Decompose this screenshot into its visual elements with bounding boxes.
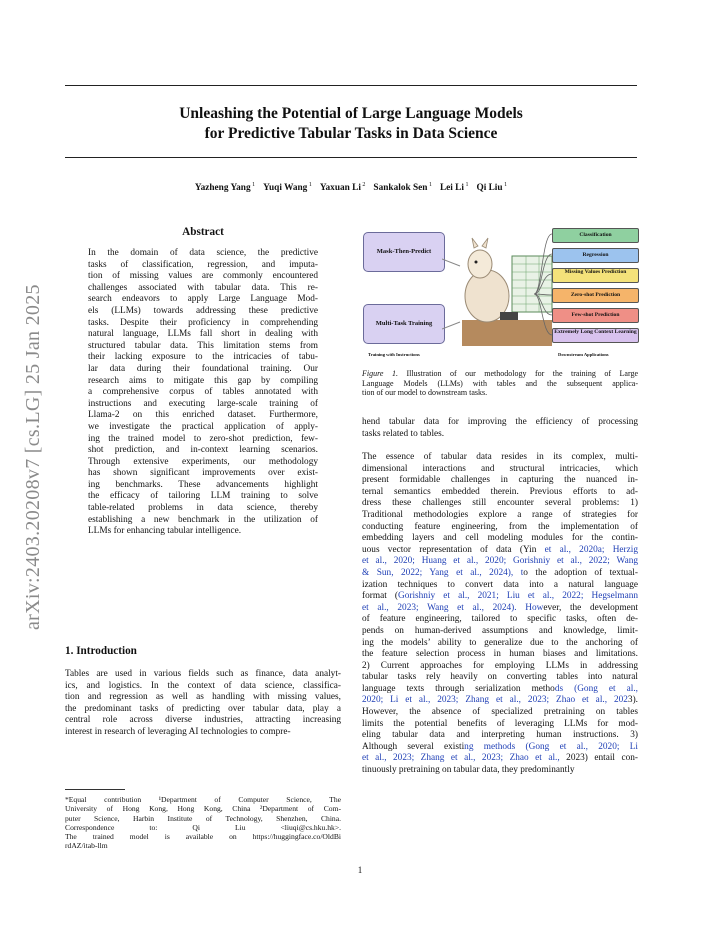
intro-line: ics, and logistics. In the context of data science, classifica-: [65, 680, 341, 691]
intro-line: interest in research of leveraging AI technologies to compre-: [65, 726, 291, 737]
body-line: present formidable challenges in capturing the nuanced in-: [362, 475, 638, 486]
abstract-line: the efficacy of tailoring LLM training to solve: [88, 491, 318, 502]
footnote-affiliations: [65, 795, 341, 832]
author-name: Sankalok Sen: [373, 183, 428, 194]
caption-label: Figure 1.: [362, 369, 398, 378]
caption-line-3: tion of our model to downstream tasks.: [362, 388, 488, 398]
body-line: & Sun, 2022; Yang et al., 2024), to the adoption of textual-: [362, 567, 638, 578]
figure-1: [362, 224, 638, 364]
body-line: 2) Current approaches for employing LLMs in addressing: [362, 660, 638, 671]
footnote-line: puter Science, Harbin Institute of Technology, Shenzhen, China.: [65, 813, 341, 823]
body-line: 2020; Li et al., 2023; Zhang et al., 2023; Zhao et al., 2023).: [362, 695, 638, 706]
intro-line: central role across diverse industries, attracting increasing: [65, 715, 341, 726]
citation[interactable]: ds (Gong et al.,: [554, 683, 638, 694]
figure-caption: [362, 369, 638, 398]
body-line: dress these challenges still encounter several problems: 1): [362, 498, 638, 509]
abstract-line: tasks. Despite their proficiency in comprehending: [88, 317, 318, 328]
abstract-line: we investigate the practical application of apply-: [88, 421, 318, 432]
keyboard: [500, 312, 518, 320]
body-line: [362, 556, 638, 568]
intro-body: [65, 669, 341, 739]
intro-line: the predominant tasks of predicting over tabular data, play a: [65, 703, 341, 714]
task-box: Classification: [552, 228, 639, 243]
connector-top: [442, 259, 460, 266]
abstract-line: table-related problems in data science, thereby: [88, 503, 318, 514]
body-line: tasks related to tables.: [362, 428, 445, 439]
arxiv-id: arXiv:2403.20208v7 [cs.LG] 25 Jan 2025: [22, 284, 44, 630]
citation[interactable]: et al., 2020a; Herzig: [536, 544, 638, 555]
abstract-line: instructions and executing large-scale training of: [88, 398, 318, 409]
body-line: Traditional methodologies explore a range of strategies for: [362, 509, 638, 520]
abstract-line: In the domain of data science, the predictive: [88, 248, 318, 258]
body-line: tinuously pretraining on tabular data, they predominantly: [362, 765, 575, 776]
citation[interactable]: et al., 2023; Wang et al., 2024). How: [362, 602, 544, 613]
body-line: tabular tasks rely heavily on converting tables into natural: [362, 672, 638, 683]
footnote-model: [65, 832, 341, 851]
body-line: embedding layers and cell modeling modules for the contin-: [362, 533, 638, 544]
task-box: Zero-shot Prediction: [552, 288, 639, 303]
task-box: Missing Values Prediction: [552, 268, 639, 283]
model-link-line-1: The trained model is available on https://huggingface.co/OldBi: [65, 832, 341, 841]
abstract-line: lar data during their foundational training. Our: [88, 363, 318, 374]
citation[interactable]: ng methods (Gong et al., 2020; Li: [464, 741, 638, 752]
body-line: language texts through serialization methods (Gong et al.,: [362, 683, 638, 694]
llama-eye: [475, 261, 478, 264]
body-line: et al., 2023; Zhang et al., 2023; Zhao et al., 2023) entail con-: [362, 753, 638, 764]
citation[interactable]: 2020; Li et al., 2023; Zhang et al., 2023; Zhao et al., 202: [362, 695, 628, 706]
author: [195, 183, 255, 193]
abstract-line: ing benchmarks. These advancements highlight: [88, 479, 318, 490]
intro-line: tion and regression as well as handling with missing values,: [65, 692, 341, 703]
model-link-line-2: rdAZ/itab-llm: [65, 841, 108, 851]
body-line: Although several existing methods (Gong et al., 2020; Li: [362, 741, 638, 752]
footnote-line: *Equal contribution ¹Department of Computer Science, The: [65, 795, 341, 804]
body-line: pends on human-derived assumptions and knowledge, limit-: [362, 625, 638, 636]
body-line: eling tabular data and interpreting human instructions. 3): [362, 730, 638, 741]
multi-task-training-box: Multi-Task Training: [363, 304, 445, 344]
body-line: conducting feature engineering, from the implementation of: [362, 521, 638, 532]
body-line: uous vector representation of data (Yin et al., 2020a; Herzig: [362, 544, 638, 555]
abstract-line: structured tabular data. This limitation stems from: [88, 340, 318, 351]
abstract-line: shot prediction, and in-context learning scenarios.: [88, 445, 318, 456]
author-name: Lei Li: [439, 183, 464, 194]
abstract-line: tasks of classification, regression, and imputa-: [88, 259, 318, 270]
training-label: Training with Instructions: [368, 352, 420, 357]
author-name: Qi Liu: [476, 183, 503, 194]
arxiv-sidebar: [14, 250, 44, 630]
abstract-line: LLMs for enhancing tabular intelligence.: [88, 526, 242, 537]
author: [373, 183, 432, 193]
abstract-line: search endeavors to apply Large Language Mod-: [88, 294, 318, 305]
author-affiliation: 1: [502, 182, 508, 188]
intro-heading: 1. Introduction: [65, 645, 137, 657]
author: [440, 183, 469, 193]
author: [476, 183, 507, 193]
citation[interactable]: et al., 2020; Huang et al., 2020; Gorishniy et al., 2022; Wang: [362, 556, 638, 567]
abstract-line: els (LLMs) towards addressing these predictive: [88, 305, 318, 316]
abstract-line: their lacking exposure to the intricacies of tabu-: [88, 352, 318, 363]
caption-line-2: Language Models (LLMs) with tables and the subsequent applica-: [362, 378, 638, 388]
task-box: Extremely Long Context Learning: [552, 328, 639, 343]
abstract-line: Llama-2 on this enriched dataset. Furthermore,: [88, 410, 318, 421]
abstract-line: research aims to mitigate this gap by compiling: [88, 375, 318, 386]
footnote-rule: [65, 789, 125, 790]
body-line: However, the absence of specialized pretraining on tables: [362, 707, 638, 718]
author-name: Yazheng Yang: [194, 183, 251, 194]
body-line: The essence of tabular data resides in its complex, multi-: [362, 452, 638, 462]
author: [263, 183, 312, 193]
author-affiliation: 1: [250, 182, 256, 188]
citation[interactable]: et al., 2023; Zhang et al., 2023; Zhao et al.,: [362, 753, 560, 764]
body-line: ternal semantics embedded therein. Previous efforts to ad-: [362, 486, 638, 497]
abstract-line: establishing a new benchmark in the utilization of: [88, 514, 318, 525]
body-line: ing the models’ ability to generalize due to the anchoring of: [362, 637, 638, 648]
body-line: of feature engineering, tailored to specific tasks, often de-: [362, 614, 638, 625]
citation[interactable]: Gorishniy et al., 2021; Liu et al., 2022; Hegselmann: [398, 591, 638, 602]
abstract-body: [88, 248, 318, 538]
author-name: Yuqi Wang: [263, 183, 308, 194]
title-top-rule: [65, 85, 637, 86]
abstract-line: challenges associated with tabular data. This re-: [88, 282, 318, 293]
title-line-1: Unleashing the Potential of Large Language Models: [179, 105, 523, 122]
title-line-2: for Predictive Tabular Tasks in Data Science: [204, 125, 498, 142]
author-list: [65, 182, 637, 193]
body-line: et al., 2023; Wang et al., 2024). However, the development: [362, 602, 638, 613]
body-line: dimensional interactions and structural intricacies, which: [362, 463, 638, 474]
abstract-line: Through extensive experiments, our methodology: [88, 456, 318, 467]
author-affiliation: 1: [463, 182, 469, 188]
title-bottom-rule: [65, 157, 637, 158]
right-paragraph-2: [362, 452, 638, 777]
abstract-line: tion of missing values are commonly encountered: [88, 271, 318, 282]
body-line: ization techniques to convert data into a natural language: [362, 579, 638, 590]
paper-title: [65, 104, 637, 144]
author-name: Yaxuan Li: [319, 183, 361, 194]
right-paragraph-1: [362, 417, 638, 440]
connector-bottom: [442, 322, 460, 329]
llama-ears: [472, 238, 488, 248]
downstream-label: Downstream Applications: [558, 352, 609, 357]
author-affiliation: 1: [427, 182, 432, 188]
mask-then-predict-box: Mask-Then-Predict: [363, 232, 445, 272]
body-line: limits the potential benefits of leveraging LLMs for mod-: [362, 718, 638, 729]
author: [320, 183, 366, 193]
author-affiliation: 1: [307, 182, 312, 188]
abstract-line: has shown significant improvements over exist-: [88, 468, 318, 479]
caption-line-1: Illustration of our methodology for the training of Large: [406, 369, 639, 378]
citation[interactable]: & Sun, 2022; Yang et al., 2024), t: [362, 567, 524, 578]
body-line: format (Gorishniy et al., 2021; Liu et al., 2022; Hegselmann: [362, 591, 638, 602]
abstract-line: a comprehensive corpus of tables annotated with: [88, 387, 318, 398]
abstract-heading: Abstract: [182, 226, 224, 238]
author-affiliation: 2: [360, 182, 366, 188]
task-brackets: [532, 224, 554, 364]
page-number: 1: [357, 865, 363, 875]
body-line: the feature selection process in human biases and limitations.: [362, 649, 638, 660]
abstract-line: natural language, LLMs fall short in dealing with: [88, 329, 318, 340]
abstract-line: ing the trained model to zero-shot prediction, few-: [88, 433, 318, 444]
footnote-line: University of Hong Kong, Hong Kong, China ²Department of Com-: [65, 804, 341, 814]
llama-head: [468, 250, 492, 278]
task-box: Few-shot Prediction: [552, 308, 639, 323]
body-line: hend tabular data for improving the efficiency of processing: [362, 417, 638, 427]
footnote-line: Correspondence to: Qi Liu <liuqi@cs.hku.hk>.: [65, 822, 341, 832]
task-box: Regression: [552, 248, 639, 263]
intro-line: Tables are used in various fields such as finance, data analyt-: [65, 669, 341, 679]
